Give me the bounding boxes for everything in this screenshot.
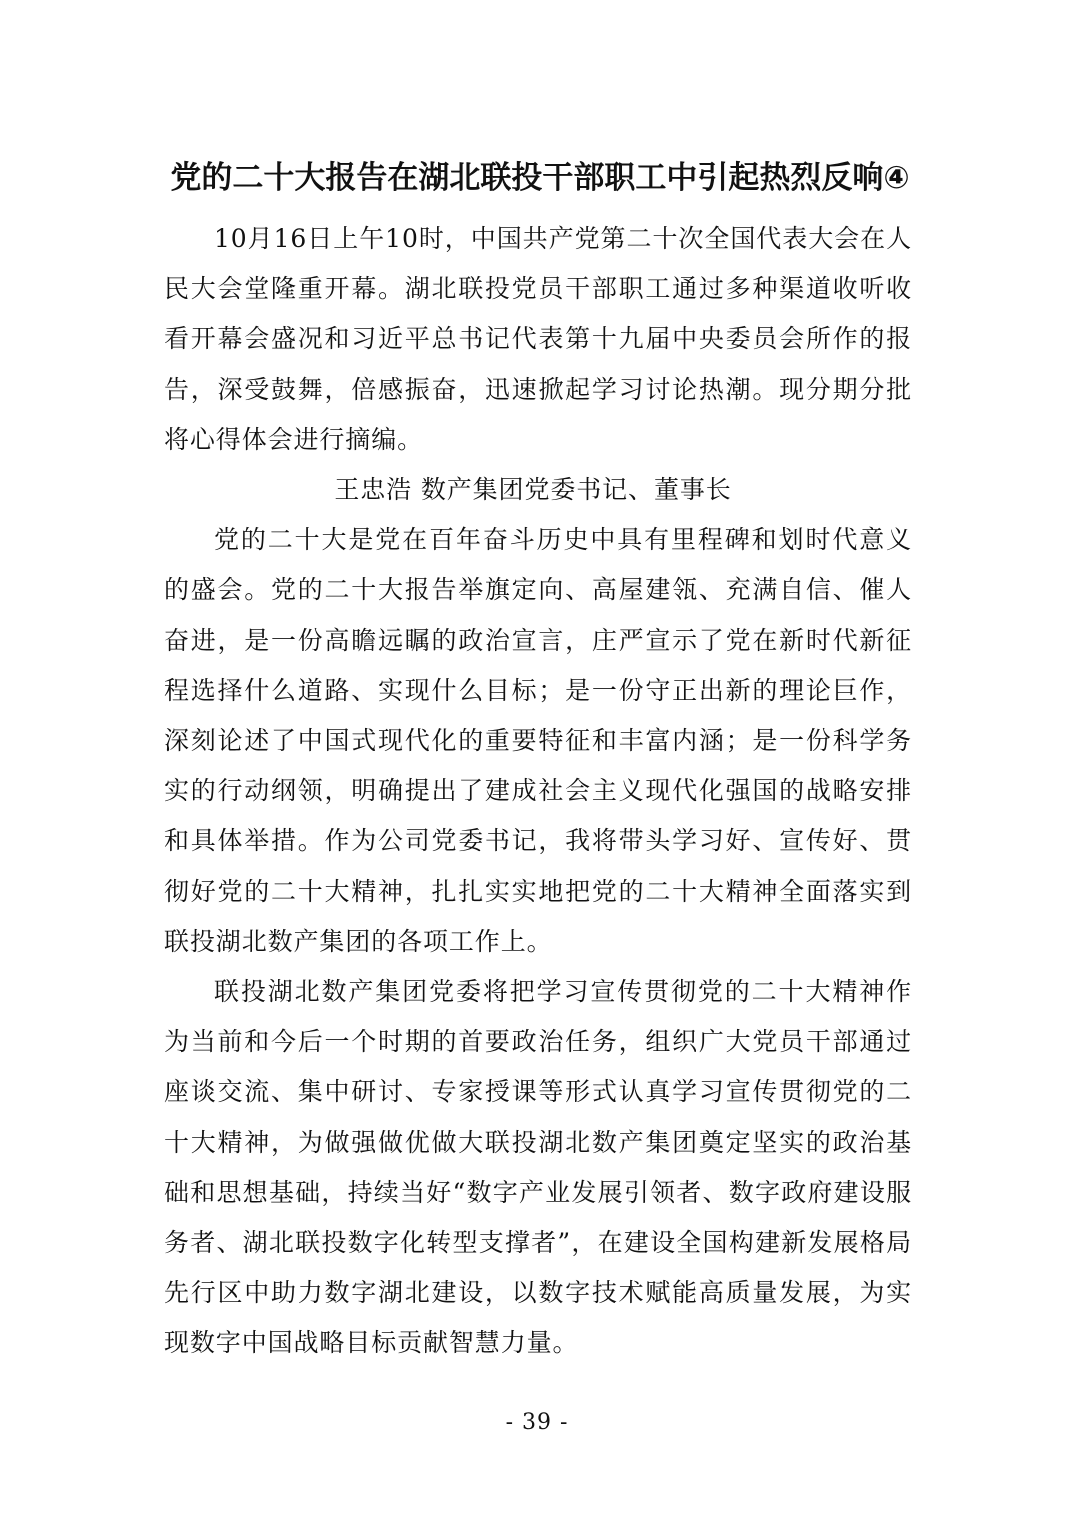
body-paragraph: 联投湖北数产集团党委将把学习宣传贯彻党的二十大精神作为当前和今后一个时期的首要政治任务，组织广大党员干部通过座谈交流、集中研讨、专家授课等形式认真学习宣传贯彻党的二十大精神，为做强做优做大联投湖北数产集团奠定坚实的政治基础和思想基础，持续当好“数字产业发展引领者、数字政府建设服务者、湖北联投数字化转型支撑者”，在建设全国构建新发展格局先行区中助力数字湖北建设，以数字技术赋能高质量发展，为实现数字中国战略目标贡献智慧力量。 bbox=[164, 977, 912, 1358]
author-byline: 王忠浩 数产集团党委书记、董事长 bbox=[334, 475, 732, 505]
body-paragraph: 党的二十大是党在百年奋斗历史中具有里程碑和划时代意义的盛会。党的二十大报告举旗定向、高屋建瓴、充满自信、催人奋进，是一份高瞻远瞩的政治宣言，庄严宣示了党在新时代新征程选择什么道路、实现什么目标；是一份守正出新的理论巨作，深刻论述了中国式现代化的重要特征和丰富内涵；是一份科学务实的行动纲领，明确提出了建成社会主义现代化强国的战略安排和具体举措。作为公司党委书记，我将带头学习好、宣传好、贯彻好党的二十大精神，扎扎实实地把党的二十大精神全面落实到联投湖北数产集团的各项工作上。 bbox=[164, 525, 912, 956]
page-number: - 39 - bbox=[505, 1410, 569, 1435]
document-title: 党的二十大报告在湖北联投干部职工中引起热烈反响④ bbox=[170, 159, 910, 196]
intro-paragraph: 10月16日上午10时，中国共产党第二十次全国代表大会在人民大会堂隆重开幕。湖北联投党员干部职工通过多种渠道收听收看开幕会盛况和习近平总书记代表第十九届中央委员会所作的报告，深受鼓舞，倍感振奋，迅速掀起学习讨论热潮。现分期分批将心得体会进行摘编。 bbox=[164, 224, 912, 454]
document-body bbox=[164, 214, 912, 1369]
